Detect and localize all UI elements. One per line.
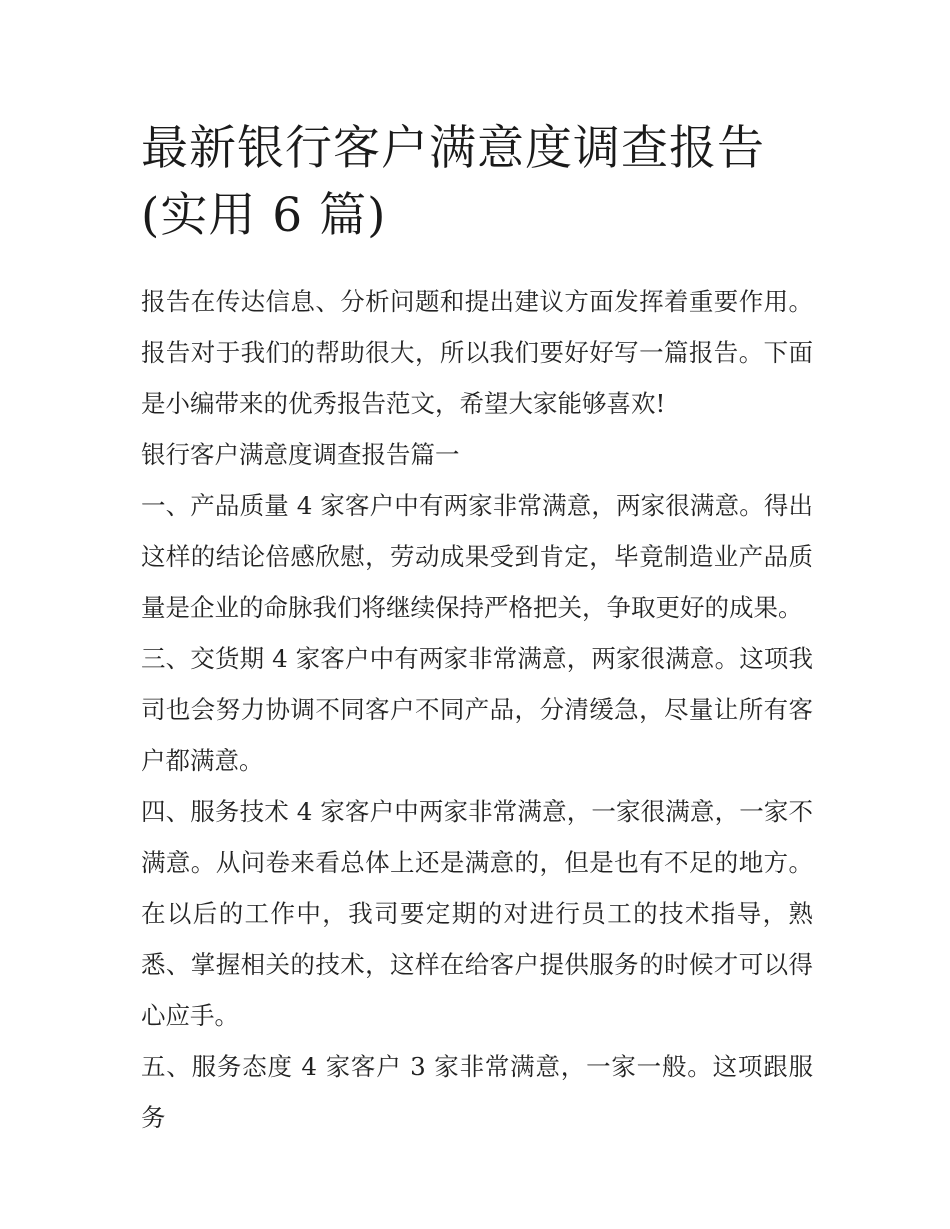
title-line-2: (实用 6 篇) xyxy=(141,188,387,243)
title-line-1: 最新银行客户满意度调查报告 xyxy=(141,121,765,176)
section-heading: 银行客户满意度调查报告篇一 xyxy=(141,440,460,469)
document-body xyxy=(141,276,813,1143)
paragraph-service-technology: 四、服务技术 4 家客户中两家非常满意，一家很满意，一家不满意。从问卷来看总体上还是满意的，但是也有不足的地方。在以后的工作中，我司要定期的对进行员工的技术指导，熟悉、掌握相关的技术，这样在给客户提供服务的时候才可以得心应手。 xyxy=(141,797,813,1030)
paragraph-product-quality: 一、产品质量 4 家客户中有两家非常满意，两家很满意。得出这样的结论倍感欣慰，劳动成果受到肯定，毕竟制造业产品质量是企业的命脉我们将继续保持严格把关，争取更好的成果。 xyxy=(141,491,813,622)
paragraph-service-attitude: 五、服务态度 4 家客户 3 家非常满意，一家一般。这项跟服务 xyxy=(141,1052,813,1132)
paragraph-delivery: 三、交货期 4 家客户中有两家非常满意，两家很满意。这项我司也会努力协调不同客户不同产品，分清缓急，尽量让所有客户都满意。 xyxy=(141,644,813,775)
intro-paragraph: 报告在传达信息、分析问题和提出建议方面发挥着重要作用。报告对于我们的帮助很大，所以我们要好好写一篇报告。下面是小编带来的优秀报告范文，希望大家能够喜欢! xyxy=(141,287,813,418)
document-title xyxy=(141,115,821,249)
